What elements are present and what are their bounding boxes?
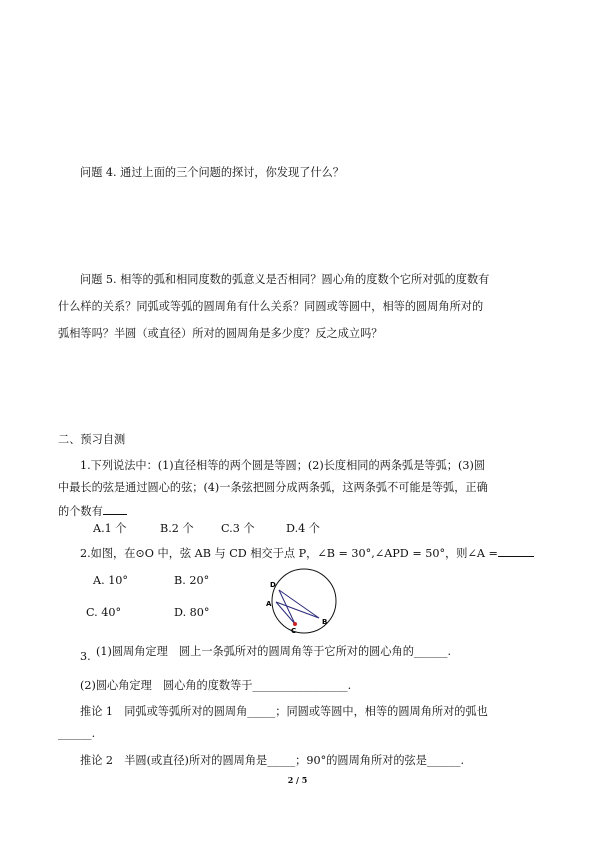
segment-db — [279, 590, 319, 618]
point-c-dot — [293, 622, 297, 626]
problem-3-part-2: (2)圆心角定理 圆心角的度数等于_________________. — [80, 679, 352, 692]
problem-2-option-c: C. 40° — [86, 606, 122, 619]
corollary-2: 推论 2 半圆(或直径)所对的圆周角是_____；90°的圆周角所对的弦是______. — [80, 754, 465, 767]
problem-2-stem-text: 2.如图，在⊙O 中，弦 AB 与 CD 相交于点 P，∠B = 30°,∠APD = 50°，则∠A = — [80, 547, 498, 560]
page-number: 2 / 5 — [287, 775, 308, 785]
problem-1-option-d: D.4 个 — [286, 522, 320, 535]
answer-blank — [103, 503, 127, 515]
corollary-1-line-1: 推论 1 同弧或等弧所对的圆周角_____；同圆或等圆中，相等的圆周角所对的弧也 — [80, 705, 488, 718]
problem-1-line-2: 中最长的弦是通过圆心的弦；(4)一条弦把圆分成两条弧，这两条弧不可能是等弧，正确 — [58, 481, 488, 494]
corollary-1-line-2: ______. — [58, 727, 96, 740]
label-a: A — [266, 600, 272, 608]
problem-3-number: 3. — [80, 650, 91, 663]
section-heading: 二、预习自测 — [58, 433, 126, 446]
question-5-line-2: 什么样的关系？同弧或等弧的圆周角有什么关系？同圆或等圆中，相等的圆周角所对的 — [58, 300, 484, 313]
problem-1-line-3-text: 的个数有 — [58, 505, 103, 518]
problem-2-stem — [80, 545, 534, 561]
question-4: 问题 4. 通过上面的三个问题的探讨，你发现了什么？ — [80, 166, 344, 179]
problem-1-line-1: 1.下列说法中：(1)直径相等的两个圆是等圆；(2)长度相同的两条弧是等弧；(3)圆 — [80, 459, 486, 472]
problem-1-option-a: A.1 个 — [93, 522, 127, 535]
problem-1-line-3 — [58, 503, 127, 519]
problem-2-option-d: D. 80° — [174, 606, 210, 619]
problem-3-part-1: (1)圆周角定理 圆上一条弧所对的圆周角等于它所对的圆心角的______. — [96, 645, 452, 658]
answer-blank — [498, 545, 534, 557]
question-5-line-3: 弧相等吗？半圆（或直径）所对的圆周角是多少度？反之成立吗？ — [58, 327, 383, 340]
label-d: D — [270, 581, 276, 589]
label-b: B — [322, 618, 328, 626]
problem-2-option-b: B. 20° — [174, 574, 210, 587]
problem-2-option-a: A. 10° — [93, 574, 129, 587]
circle-figure — [262, 568, 342, 634]
problem-1-option-b: B.2 个 — [160, 522, 194, 535]
problem-1-option-c: C.3 个 — [221, 522, 255, 535]
question-5-line-1: 问题 5. 相等的弧和相同度数的弧意义是否相同？圆心角的度数个它所对弧的度数有 — [80, 273, 490, 286]
label-c: C — [291, 627, 297, 634]
